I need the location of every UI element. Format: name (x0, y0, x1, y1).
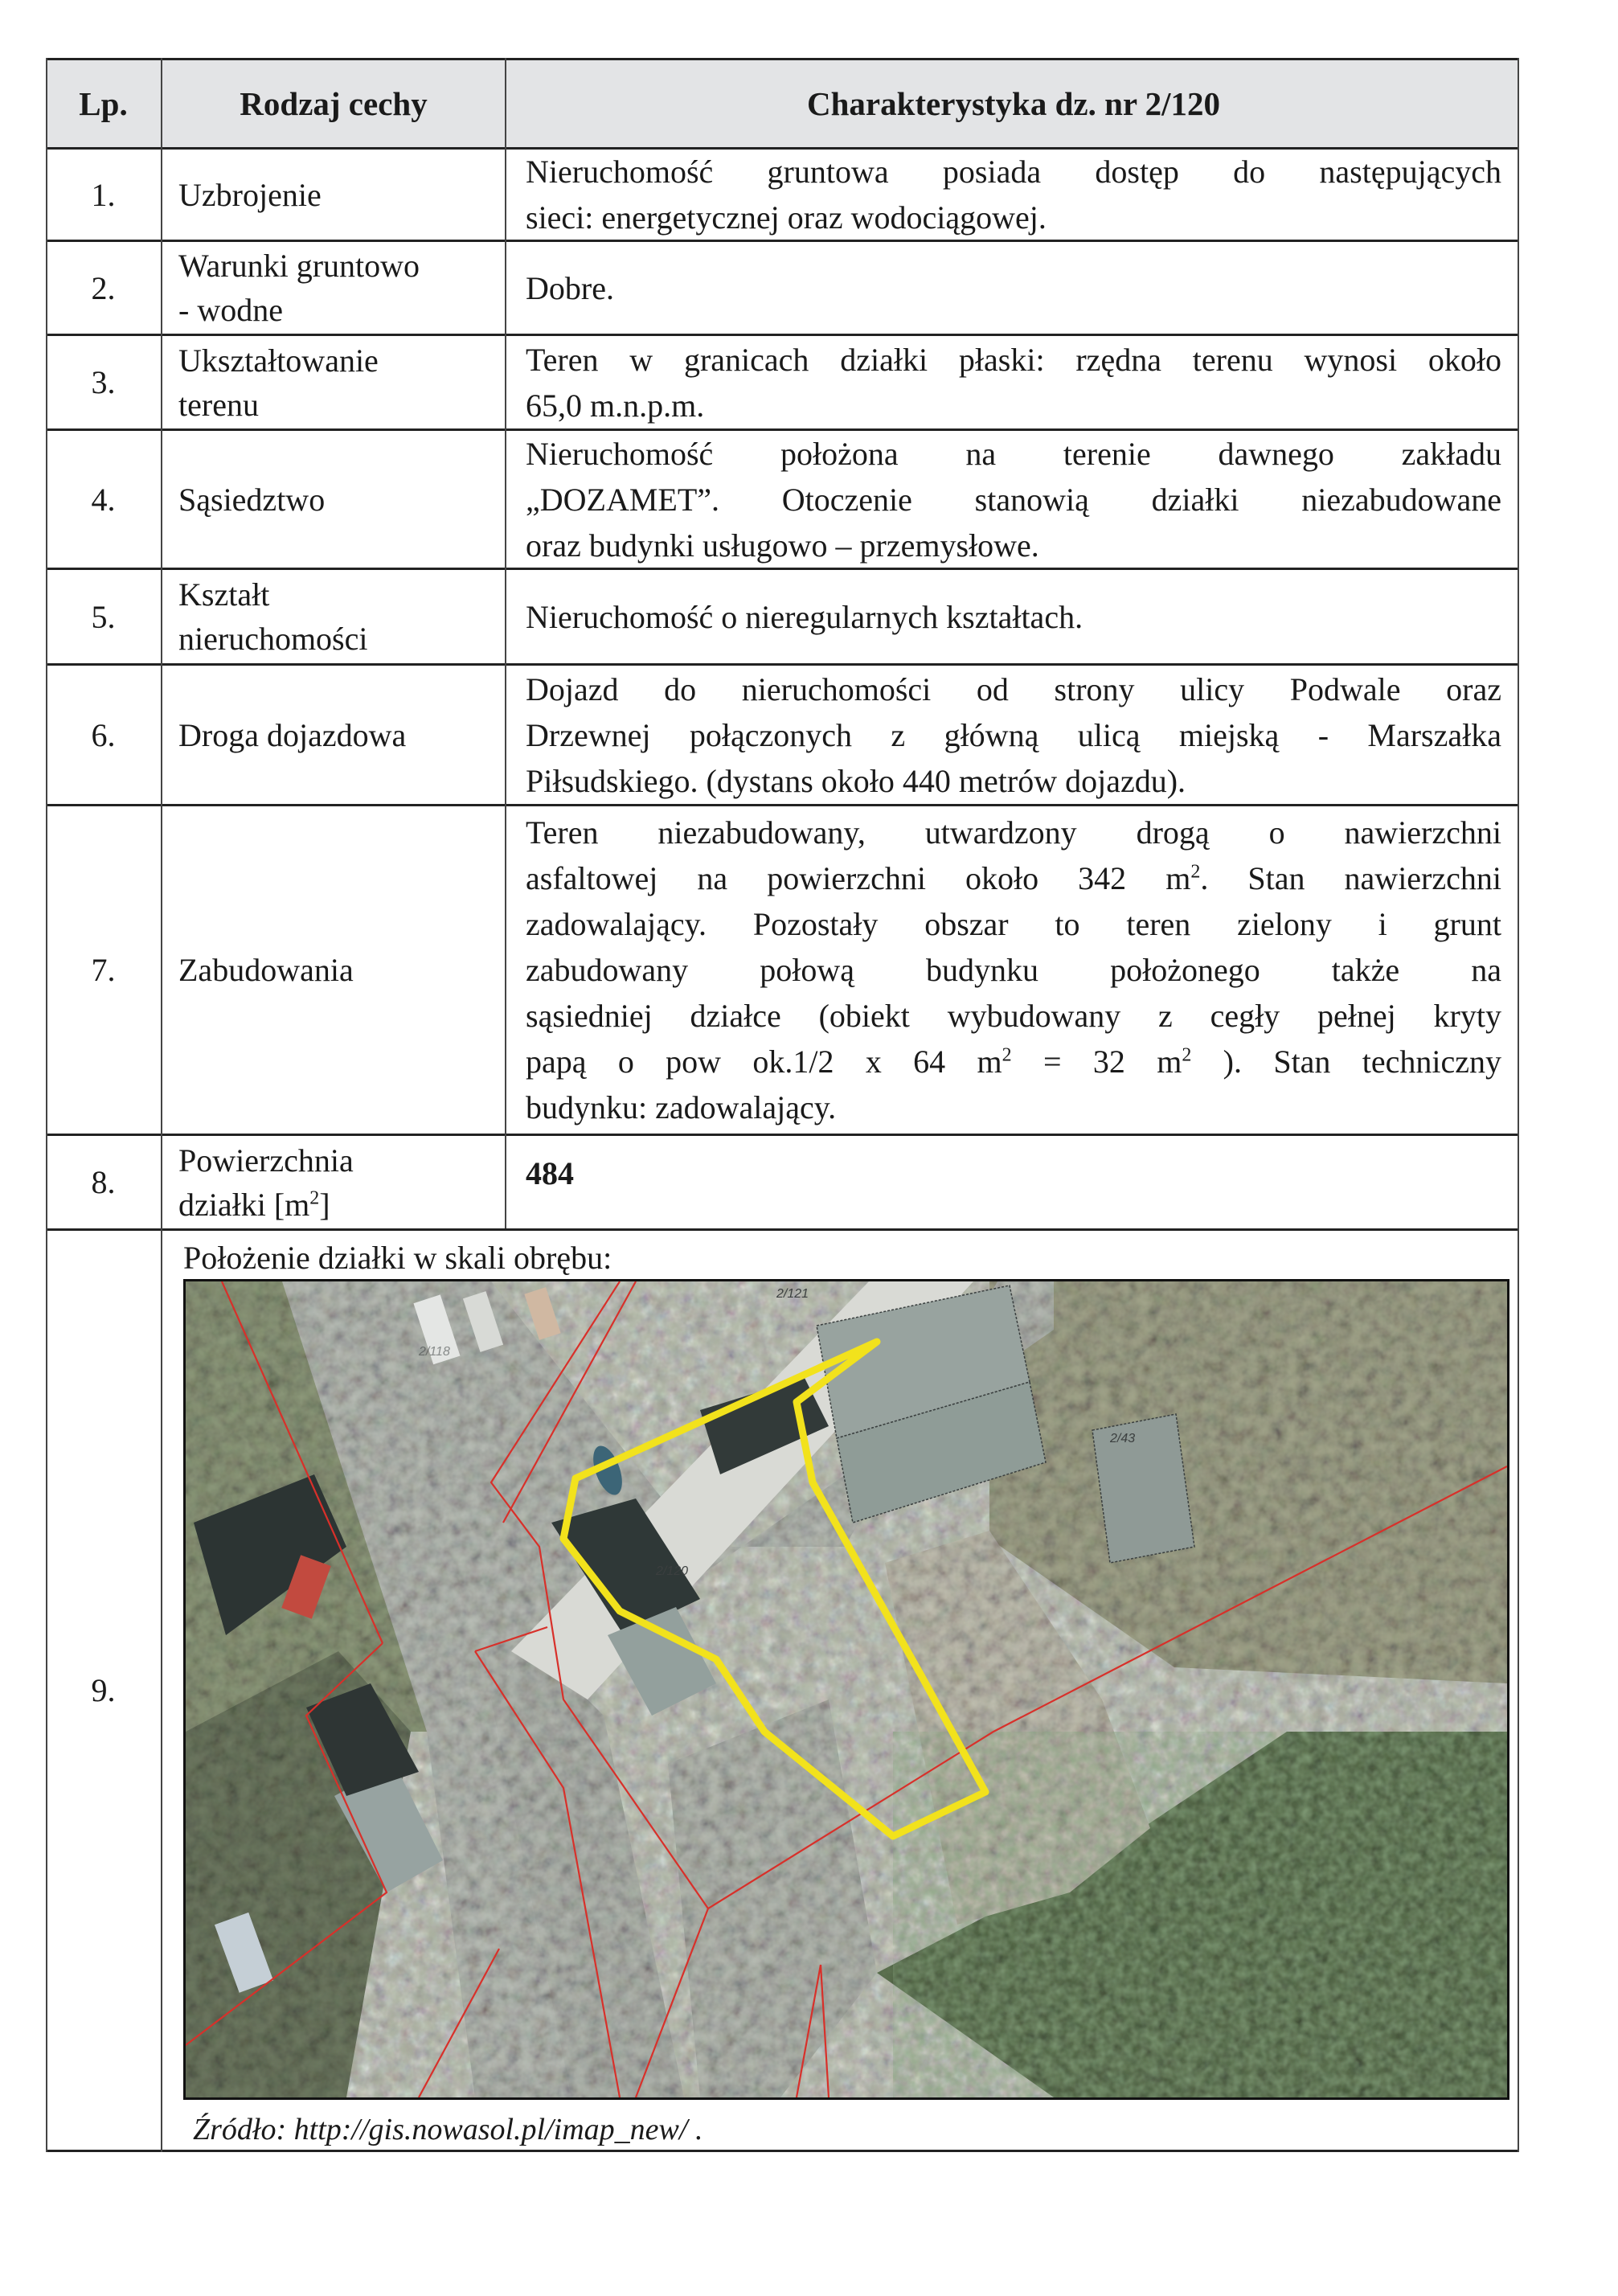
row-number: 5. (91, 598, 116, 635)
parcel-label: 2/121 (776, 1287, 809, 1301)
column-divider (505, 58, 506, 1228)
value-line: Nieruchomość gruntowa posiada dostęp do następujących (526, 154, 1501, 190)
row-number: 1. (91, 176, 116, 213)
value-line: zabudowany połową budynku położonego także na (526, 952, 1501, 988)
feature-text: ] (319, 1186, 330, 1223)
feature-line: nieruchomości (178, 621, 368, 657)
table-row (46, 1134, 1519, 1228)
row-number: 8. (91, 1164, 116, 1200)
value-line: Teren w granicach działki płaski: rzędna terenu wynosi około (526, 341, 1501, 378)
superscript: 2 (1190, 861, 1201, 883)
table-row (46, 663, 1519, 804)
row-feature: Droga dojazdowa (178, 716, 407, 753)
header-characteristic: Charakterystyka dz. nr 2/120 (806, 84, 1221, 122)
row-value: Nieruchomość o nieregularnych kształtach. (526, 598, 1083, 635)
value-line: sieci: energetycznej oraz wodociągowej. (526, 199, 1047, 236)
row-value (506, 806, 1519, 1134)
value-text: . Stan nawierzchni (1200, 860, 1501, 896)
row-feature (162, 242, 505, 334)
map-graphic (186, 1281, 1507, 2097)
row-value: Dobre. (526, 269, 614, 306)
row-value (506, 336, 1519, 428)
row-number: 6. (91, 716, 116, 753)
row-feature: Sąsiedztwo (178, 481, 326, 518)
value-line: 65,0 m.n.p.m. (526, 387, 705, 424)
column-divider (161, 58, 162, 2152)
value-line: Teren niezabudowany, utwardzony drogą o nawierzchni (526, 814, 1501, 851)
table-border-right (1518, 58, 1519, 2152)
parcel-label: 2/43 (1110, 1432, 1136, 1445)
row-value (506, 150, 1519, 240)
table-row (46, 804, 1519, 1134)
row-number: 2. (91, 269, 116, 306)
value-line: oraz budynki usługowo – przemysłowe. (526, 527, 1039, 564)
feature-line: Ukształtowanie (178, 342, 379, 379)
value-line: Drzewnej połączonych z główną ulicą miejską - Marszałka (526, 716, 1501, 753)
value-line: budynku: zadowalający. (526, 1089, 837, 1125)
plot-area-value: 484 (526, 1155, 574, 1191)
table-row (46, 240, 1519, 334)
value-line: zadowalający. Pozostały obszar to teren zielony i grunt (526, 906, 1501, 942)
feature-line: terenu (178, 386, 259, 423)
value-line (526, 855, 1501, 901)
feature-line: Kształt (178, 576, 270, 613)
table-row (46, 428, 1519, 568)
value-line: „DOZAMET”. Otoczenie stanowią działki niezabudowane (526, 481, 1501, 518)
feature-line: - wodne (178, 292, 283, 328)
row-value (506, 666, 1519, 804)
superscript: 2 (309, 1187, 320, 1209)
parcel-label: 2/118 (419, 1345, 450, 1359)
row-feature: Zabudowania (178, 952, 354, 988)
table-row (46, 147, 1519, 240)
row-number: 9. (91, 1672, 116, 1708)
value-text: papą o pow ok.1/2 x 64 m (526, 1043, 1002, 1080)
feature-text: działki [m (178, 1186, 310, 1223)
aerial-map (183, 1279, 1509, 2100)
feature-line: Powierzchnia (178, 1142, 354, 1179)
value-line (526, 1039, 1501, 1084)
header-feature: Rodzaj cechy (240, 84, 428, 122)
row-number: 3. (91, 364, 116, 400)
table-header (46, 58, 1519, 147)
value-line: sąsiedniej działce (obiekt wybudowany z cegły pełnej kryty (526, 998, 1501, 1034)
row-feature (162, 336, 505, 428)
row-number: 7. (91, 952, 116, 988)
row-feature (162, 1136, 505, 1228)
property-table (46, 58, 1519, 2152)
feature-line: Warunki gruntowo (178, 248, 420, 284)
table-row (46, 568, 1519, 663)
superscript: 2 (1002, 1044, 1012, 1066)
value-line: Dojazd do nieruchomości od strony ulicy Podwale oraz (526, 670, 1501, 707)
value-line: Piłsudskiego. (dystans około 440 metrów dojazdu). (526, 762, 1186, 799)
value-text: = 32 m (1011, 1043, 1182, 1080)
value-text: ). Stan techniczny (1191, 1043, 1502, 1080)
row-value (506, 431, 1519, 568)
parcel-label: 2/120 (656, 1564, 689, 1578)
value-text: asfaltowej na powierzchni około 342 m (526, 860, 1191, 896)
row-number: 4. (91, 481, 116, 518)
map-caption: Położenie działki w skali obrębu: (183, 1240, 612, 1276)
superscript: 2 (1182, 1044, 1192, 1066)
header-lp: Lp. (79, 85, 128, 122)
table-border-left (46, 58, 47, 2152)
table-row (46, 1228, 1519, 2152)
row-feature: Uzbrojenie (178, 176, 322, 213)
row-feature (162, 570, 505, 663)
table-row (46, 334, 1519, 428)
feature-line (178, 1183, 354, 1227)
map-source: Źródło: http://gis.nowasol.pl/imap_new/ . (193, 2113, 703, 2146)
value-line: Nieruchomość położona na terenie dawnego zakładu (526, 435, 1501, 472)
